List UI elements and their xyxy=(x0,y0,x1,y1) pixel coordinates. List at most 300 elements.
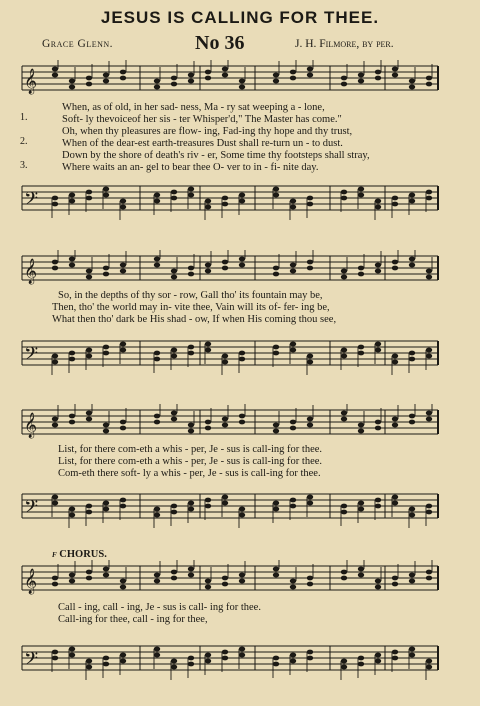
system-1-bass-staff xyxy=(0,180,480,220)
note-head xyxy=(341,76,347,81)
note-head xyxy=(154,193,160,198)
note-head xyxy=(69,79,75,84)
note-head xyxy=(69,647,75,652)
note-head xyxy=(392,67,398,72)
note-head xyxy=(392,582,398,587)
note-head xyxy=(171,76,177,81)
note-head xyxy=(239,507,245,512)
note-head xyxy=(290,579,296,584)
note-head xyxy=(103,266,109,271)
note-head xyxy=(239,257,245,262)
note-head xyxy=(307,354,313,359)
note-head xyxy=(392,266,398,271)
note-head xyxy=(239,85,245,90)
note-head xyxy=(426,665,432,670)
lyric-line: List, for there com-eth a whis - per, Je - sus is call-ing for thee. xyxy=(58,456,323,467)
note-head xyxy=(273,507,279,512)
note-head xyxy=(426,504,432,509)
note-head xyxy=(103,501,109,506)
note-head xyxy=(358,266,364,271)
note-head xyxy=(69,85,75,90)
note-head xyxy=(426,354,432,359)
note-head xyxy=(188,429,194,434)
note-head xyxy=(358,567,364,572)
note-head xyxy=(52,73,58,78)
bass-clef-icon: 𝄢 xyxy=(24,497,39,522)
note-head xyxy=(409,357,415,362)
note-head xyxy=(273,345,279,350)
note-head xyxy=(426,659,432,664)
note-head xyxy=(69,193,75,198)
note-head xyxy=(307,196,313,201)
note-head xyxy=(171,269,177,274)
hymn-title: JESUS IS CALLING FOR THEE. xyxy=(100,8,380,27)
note-head xyxy=(392,360,398,365)
note-head xyxy=(188,351,194,356)
note-head xyxy=(290,653,296,658)
note-head xyxy=(154,573,160,578)
note-head xyxy=(52,501,58,506)
system-2-treble-staff xyxy=(0,250,480,290)
note-head xyxy=(86,570,92,575)
verse-number-3: 3. xyxy=(20,160,28,171)
note-head xyxy=(307,360,313,365)
note-head xyxy=(154,257,160,262)
note-head xyxy=(341,196,347,201)
treble-clef-icon: 𝄞 xyxy=(24,569,38,594)
note-head xyxy=(239,351,245,356)
note-head xyxy=(103,193,109,198)
note-head xyxy=(273,567,279,572)
note-head xyxy=(409,257,415,262)
dynamic-marking: f xyxy=(52,549,57,560)
note-head xyxy=(358,423,364,428)
note-head xyxy=(273,501,279,506)
note-head xyxy=(69,653,75,658)
note-head xyxy=(273,272,279,277)
note-head xyxy=(188,79,194,84)
note-head xyxy=(52,650,58,655)
note-head xyxy=(52,196,58,201)
note-head xyxy=(273,79,279,84)
note-head xyxy=(409,351,415,356)
note-head xyxy=(103,345,109,350)
lyric-line: Down by the shore of death's riv - er, Some time thy footsteps shall stray, xyxy=(62,150,370,161)
note-head xyxy=(171,354,177,359)
note-head xyxy=(375,269,381,274)
note-head xyxy=(239,579,245,584)
note-head xyxy=(409,85,415,90)
note-head xyxy=(290,263,296,268)
note-head xyxy=(120,342,126,347)
note-head xyxy=(358,345,364,350)
note-head xyxy=(341,354,347,359)
note-head xyxy=(171,82,177,87)
note-head xyxy=(290,205,296,210)
lyric-line: Call - ing, call - ing, Je - sus is call- ing for thee. xyxy=(58,602,261,613)
note-head xyxy=(239,647,245,652)
note-head xyxy=(171,570,177,575)
note-head xyxy=(290,199,296,204)
note-head xyxy=(307,73,313,78)
note-head xyxy=(52,656,58,661)
note-head xyxy=(273,573,279,578)
bass-clef-icon: 𝄢 xyxy=(24,189,39,214)
note-head xyxy=(307,501,313,506)
note-head xyxy=(154,507,160,512)
note-head xyxy=(120,348,126,353)
note-head xyxy=(273,656,279,661)
note-head xyxy=(392,417,398,422)
note-head xyxy=(120,420,126,425)
note-head xyxy=(222,656,228,661)
note-head xyxy=(426,510,432,515)
lyric-line: Then, tho' the world may in- vite thee, Vain will its of- fer- ing be, xyxy=(52,302,330,313)
system-1-treble-staff xyxy=(0,60,480,100)
note-head xyxy=(426,76,432,81)
note-head xyxy=(358,79,364,84)
note-head xyxy=(69,199,75,204)
lyric-line: Where waits an an- gel to bear thee O- ver to in - fi- nite day. xyxy=(62,162,319,173)
note-head xyxy=(426,196,432,201)
treble-clef-icon: 𝄞 xyxy=(24,413,38,438)
note-head xyxy=(341,417,347,422)
note-head xyxy=(154,579,160,584)
note-head xyxy=(171,348,177,353)
note-head xyxy=(52,417,58,422)
note-head xyxy=(375,342,381,347)
note-head xyxy=(154,513,160,518)
note-head xyxy=(341,190,347,195)
note-head xyxy=(103,573,109,578)
note-head xyxy=(69,357,75,362)
note-head xyxy=(86,354,92,359)
note-head xyxy=(375,420,381,425)
note-head xyxy=(171,196,177,201)
note-head xyxy=(375,653,381,658)
system-4-treble-staff xyxy=(0,560,480,600)
note-head xyxy=(86,275,92,280)
note-head xyxy=(205,199,211,204)
note-head xyxy=(188,573,194,578)
note-head xyxy=(154,263,160,268)
note-head xyxy=(154,420,160,425)
note-head xyxy=(120,70,126,75)
note-head xyxy=(205,585,211,590)
lyric-line: List, for there com-eth a whis - per, Je - sus is call-ing for thee. xyxy=(58,444,323,455)
note-head xyxy=(358,656,364,661)
note-head xyxy=(409,513,415,518)
note-head xyxy=(205,504,211,509)
note-head xyxy=(426,190,432,195)
note-head xyxy=(307,266,313,271)
note-head xyxy=(154,357,160,362)
note-head xyxy=(52,360,58,365)
note-head xyxy=(375,76,381,81)
note-head xyxy=(426,348,432,353)
note-head xyxy=(171,665,177,670)
note-head xyxy=(154,199,160,204)
note-head xyxy=(52,576,58,581)
note-head xyxy=(358,662,364,667)
note-head xyxy=(205,420,211,425)
note-head xyxy=(86,196,92,201)
system-3-bass-staff xyxy=(0,488,480,528)
system-4-bass-staff xyxy=(0,640,480,680)
note-head xyxy=(154,653,160,658)
lyric-line: When, as of old, in her sad- ness, Ma - ry sat weeping a - lone, xyxy=(62,102,325,113)
note-head xyxy=(341,665,347,670)
note-head xyxy=(358,429,364,434)
note-head xyxy=(205,205,211,210)
note-head xyxy=(103,429,109,434)
note-head xyxy=(86,659,92,664)
note-head xyxy=(409,193,415,198)
note-head xyxy=(341,576,347,581)
note-head xyxy=(188,662,194,667)
note-head xyxy=(239,199,245,204)
note-head xyxy=(409,507,415,512)
note-head xyxy=(69,263,75,268)
note-head xyxy=(409,573,415,578)
note-head xyxy=(358,351,364,356)
note-head xyxy=(205,70,211,75)
note-head xyxy=(222,417,228,422)
note-head xyxy=(52,423,58,428)
note-head xyxy=(222,576,228,581)
note-head xyxy=(307,582,313,587)
note-head xyxy=(239,653,245,658)
note-head xyxy=(120,199,126,204)
note-head xyxy=(188,656,194,661)
note-head xyxy=(239,357,245,362)
note-head xyxy=(358,272,364,277)
note-head xyxy=(103,656,109,661)
note-head xyxy=(426,275,432,280)
lyric-line: When of the dear-est earth-treasures Dust shall re-turn un - to dust. xyxy=(62,138,343,149)
note-head xyxy=(409,579,415,584)
note-head xyxy=(341,82,347,87)
treble-clef-icon: 𝄞 xyxy=(24,259,38,284)
note-head xyxy=(171,190,177,195)
note-head xyxy=(205,348,211,353)
note-head xyxy=(222,73,228,78)
bass-clef-icon: 𝄢 xyxy=(24,649,39,674)
note-head xyxy=(120,269,126,274)
treble-clef-icon: 𝄞 xyxy=(24,69,38,94)
note-head xyxy=(375,585,381,590)
note-head xyxy=(358,73,364,78)
system-2-bass-staff xyxy=(0,335,480,375)
note-head xyxy=(409,263,415,268)
note-head xyxy=(69,257,75,262)
note-head xyxy=(341,570,347,575)
note-head xyxy=(171,659,177,664)
note-head xyxy=(307,417,313,422)
lyric-line: So, in the depths of thy sor - row, Gall tho' its fountain may be, xyxy=(58,290,323,301)
note-head xyxy=(239,513,245,518)
note-head xyxy=(205,76,211,81)
note-head xyxy=(341,411,347,416)
note-head xyxy=(205,653,211,658)
chorus-label xyxy=(52,549,107,560)
note-head xyxy=(103,662,109,667)
note-head xyxy=(86,190,92,195)
note-head xyxy=(86,82,92,87)
note-head xyxy=(188,345,194,350)
note-head xyxy=(171,576,177,581)
note-head xyxy=(290,76,296,81)
note-head xyxy=(52,266,58,271)
note-head xyxy=(409,414,415,419)
note-head xyxy=(86,576,92,581)
note-head xyxy=(188,187,194,192)
note-head xyxy=(341,269,347,274)
note-head xyxy=(52,582,58,587)
note-head xyxy=(103,423,109,428)
note-head xyxy=(358,501,364,506)
note-head xyxy=(86,665,92,670)
note-head xyxy=(222,423,228,428)
note-head xyxy=(392,202,398,207)
lyric-line: Oh, when thy pleasures are flow- ing, Fad-ing thy hope and thy trust, xyxy=(62,126,353,137)
note-head xyxy=(222,260,228,265)
note-head xyxy=(290,504,296,509)
note-head xyxy=(426,411,432,416)
note-head xyxy=(307,495,313,500)
note-head xyxy=(103,187,109,192)
note-head xyxy=(392,495,398,500)
note-head xyxy=(341,504,347,509)
note-head xyxy=(307,67,313,72)
note-head xyxy=(426,576,432,581)
note-head xyxy=(375,263,381,268)
note-head xyxy=(69,579,75,584)
note-head xyxy=(205,498,211,503)
note-head xyxy=(222,67,228,72)
note-head xyxy=(205,263,211,268)
note-head xyxy=(375,70,381,75)
note-head xyxy=(426,570,432,575)
note-head xyxy=(222,650,228,655)
note-head xyxy=(222,202,228,207)
note-head xyxy=(120,579,126,584)
note-head xyxy=(171,417,177,422)
chorus-title: CHORUS. xyxy=(59,549,107,560)
note-head xyxy=(86,76,92,81)
note-head xyxy=(273,662,279,667)
note-head xyxy=(154,85,160,90)
note-head xyxy=(409,647,415,652)
note-head xyxy=(239,420,245,425)
note-head xyxy=(69,351,75,356)
note-head xyxy=(239,573,245,578)
note-head xyxy=(171,275,177,280)
note-head xyxy=(154,414,160,419)
note-head xyxy=(86,269,92,274)
composer-credit: J. H. Filmore, by per. xyxy=(295,38,394,50)
note-head xyxy=(154,351,160,356)
note-head xyxy=(341,510,347,515)
note-head xyxy=(205,426,211,431)
note-head xyxy=(409,199,415,204)
note-head xyxy=(307,202,313,207)
note-head xyxy=(120,205,126,210)
lyricist-credit: Grace Glenn. xyxy=(42,38,114,50)
note-head xyxy=(273,73,279,78)
note-head xyxy=(171,510,177,515)
note-head xyxy=(239,193,245,198)
note-head xyxy=(358,573,364,578)
note-head xyxy=(341,275,347,280)
note-head xyxy=(69,507,75,512)
note-head xyxy=(205,269,211,274)
note-head xyxy=(69,414,75,419)
note-head xyxy=(290,498,296,503)
verse-number-2: 2. xyxy=(20,136,28,147)
note-head xyxy=(86,417,92,422)
note-head xyxy=(86,510,92,515)
note-head xyxy=(205,579,211,584)
note-head xyxy=(375,579,381,584)
note-head xyxy=(222,354,228,359)
note-head xyxy=(273,351,279,356)
note-head xyxy=(392,576,398,581)
note-head xyxy=(409,420,415,425)
note-head xyxy=(205,659,211,664)
note-head xyxy=(392,196,398,201)
note-head xyxy=(273,429,279,434)
note-head xyxy=(86,348,92,353)
note-head xyxy=(120,659,126,664)
note-head xyxy=(103,567,109,572)
system-3-treble-staff xyxy=(0,404,480,444)
note-head xyxy=(290,426,296,431)
lyric-line: What then tho' dark be His shad - ow, If when His coming thou see, xyxy=(52,314,337,325)
note-head xyxy=(290,585,296,590)
lyric-line: Com-eth there soft- ly a whis - per, Je - sus is call-ing for thee. xyxy=(58,468,321,479)
note-head xyxy=(120,585,126,590)
note-head xyxy=(222,501,228,506)
note-head xyxy=(375,659,381,664)
note-head xyxy=(375,205,381,210)
note-head xyxy=(273,423,279,428)
note-head xyxy=(426,82,432,87)
note-head xyxy=(188,193,194,198)
note-head xyxy=(290,269,296,274)
note-head xyxy=(426,269,432,274)
note-head xyxy=(273,193,279,198)
note-head xyxy=(307,576,313,581)
note-head xyxy=(290,342,296,347)
note-head xyxy=(307,260,313,265)
note-head xyxy=(290,659,296,664)
note-head xyxy=(171,504,177,509)
note-head xyxy=(358,507,364,512)
note-head xyxy=(341,348,347,353)
note-head xyxy=(188,567,194,572)
note-head xyxy=(239,414,245,419)
note-head xyxy=(86,411,92,416)
note-head xyxy=(103,507,109,512)
note-head xyxy=(52,67,58,72)
note-head xyxy=(426,417,432,422)
note-head xyxy=(392,650,398,655)
note-head xyxy=(120,263,126,268)
note-head xyxy=(375,348,381,353)
note-head xyxy=(69,573,75,578)
note-head xyxy=(222,495,228,500)
